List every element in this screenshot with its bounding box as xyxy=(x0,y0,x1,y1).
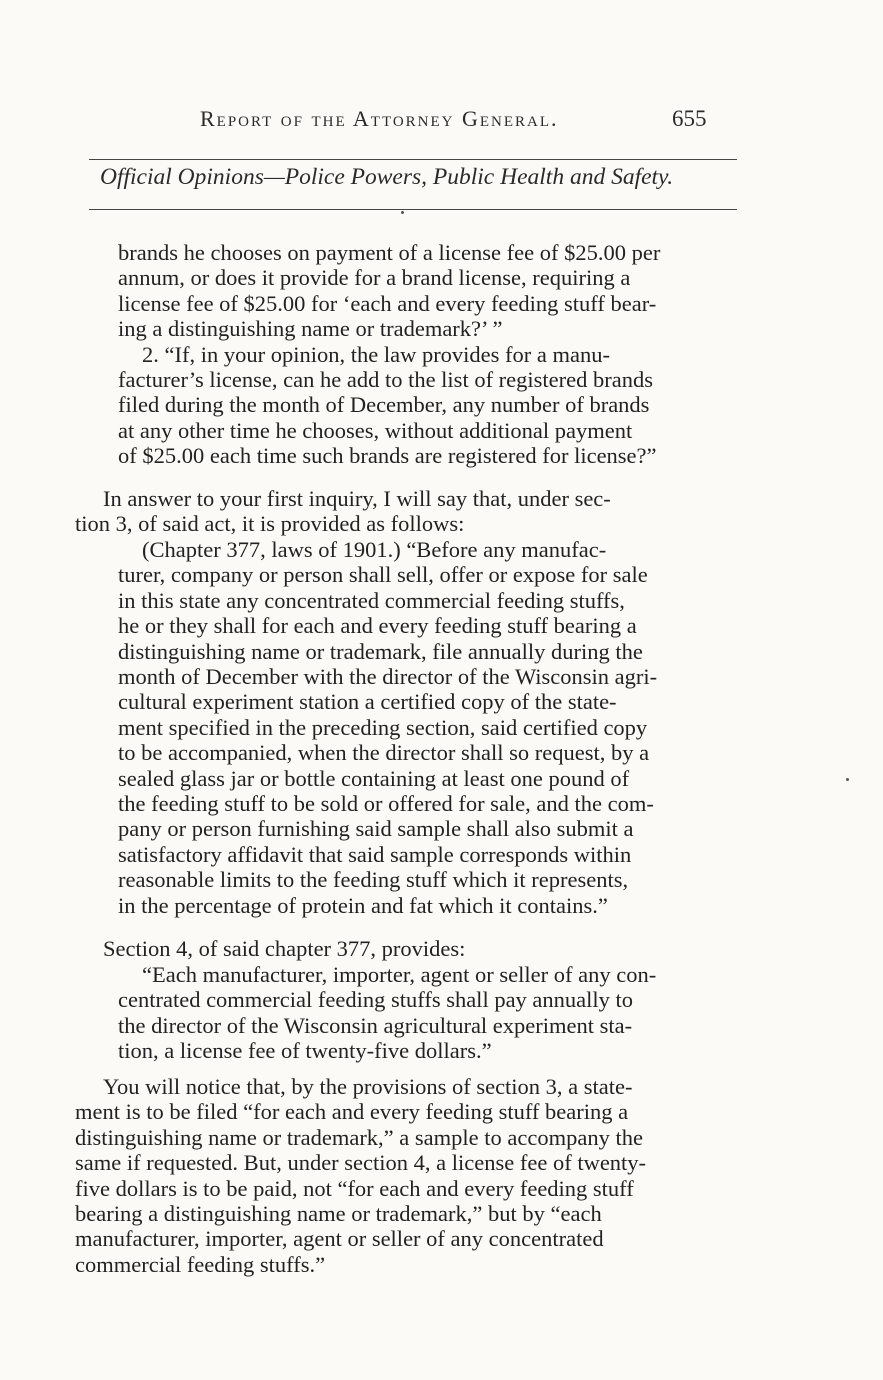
text-line: annum, or does it provide for a brand license, requiring a xyxy=(118,265,631,291)
section-title: Official Opinions—Police Powers, Public Health and Safety. xyxy=(100,164,674,190)
text-line: tion 3, of said act, it is provided as follows: xyxy=(75,511,465,537)
section3-quote xyxy=(118,537,738,918)
text-line: he or they shall for each and every feeding stuff bearing a xyxy=(118,613,637,639)
text-line: the director of the Wisconsin agricultural experiment sta- xyxy=(118,1012,633,1038)
text-line: 2. “If, in your opinion, the law provides for a manu- xyxy=(142,341,611,367)
text-line: centrated commercial feeding stuffs shall pay annually to xyxy=(118,987,634,1013)
text-line: (Chapter 377, laws of 1901.) “Before any manufac- xyxy=(142,537,607,562)
header-rule-top xyxy=(89,159,737,160)
text-line: brands he chooses on payment of a license fee of $25.00 per xyxy=(118,240,661,265)
running-title: Report of the Attorney General. xyxy=(200,106,559,131)
text-line: reasonable limits to the feeding stuff which it represents, xyxy=(118,867,629,893)
text-line: month of December with the director of the Wisconsin agri- xyxy=(118,664,658,690)
text-line: “Each manufacturer, importer, agent or seller of any con- xyxy=(142,962,657,987)
question-continuation xyxy=(118,240,738,469)
text-line: filed during the month of December, any number of brands xyxy=(118,392,650,418)
text-line: distinguishing name or trademark, file annually during the xyxy=(118,638,643,664)
text-line: ing a distinguishing name or trademark?’ ” xyxy=(118,316,503,342)
text-line: the feeding stuff to be sold or offered for sale, and the com- xyxy=(118,791,654,817)
text-line: in this state any concentrated commercial feeding stuffs, xyxy=(118,587,625,613)
text-line: ment specified in the preceding section, said certified copy xyxy=(118,714,648,740)
conclusion-paragraph xyxy=(75,1074,730,1277)
text-line: five dollars is to be paid, not “for each and every feeding stuff xyxy=(75,1175,634,1201)
text-line: in the percentage of protein and fat which it contains.” xyxy=(118,892,608,918)
scan-speck xyxy=(846,778,849,781)
header-rule-bottom xyxy=(89,209,737,210)
text-line: at any other time he chooses, without additional payment xyxy=(118,417,633,443)
page-number: 655 xyxy=(672,106,707,131)
text-line: pany or person furnishing said sample shall also submit a xyxy=(118,816,634,842)
text-line: to be accompanied, when the director shall so request, by a xyxy=(118,740,650,766)
section4-quote xyxy=(118,962,733,1064)
text-line: ment is to be filed “for each and every feeding stuff bearing a xyxy=(75,1099,629,1125)
text-line: You will notice that, by the provisions of section 3, a state- xyxy=(103,1074,633,1099)
text-line: turer, company or person shall sell, offer or expose for sale xyxy=(118,562,648,588)
text-line: of $25.00 each time such brands are registered for license?” xyxy=(118,443,657,469)
text-line: bearing a distinguishing name or trademark,” but by “each xyxy=(75,1201,602,1227)
text-line: distinguishing name or trademark,” a sample to accompany the xyxy=(75,1124,643,1150)
scan-speck xyxy=(401,211,404,214)
text-line: commercial feeding stuffs.” xyxy=(75,1251,326,1277)
text-line: license fee of $25.00 for ‘each and every feeding stuff bear- xyxy=(118,290,657,316)
text-line: satisfactory affidavit that said sample corresponds within xyxy=(118,841,632,867)
answer-intro xyxy=(75,486,735,537)
text-line: same if requested. But, under section 4, a license fee of twenty- xyxy=(75,1150,647,1176)
section4-intro: Section 4, of said chapter 377, provides: xyxy=(103,936,466,961)
running-head xyxy=(0,100,883,140)
text-line: cultural experiment station a certified copy of the state- xyxy=(118,689,617,715)
text-line: In answer to your first inquiry, I will say that, under sec- xyxy=(103,486,611,511)
text-line: sealed glass jar or bottle containing at least one pound of xyxy=(118,765,630,791)
text-line: facturer’s license, can he add to the list of registered brands xyxy=(118,367,654,393)
text-line: manufacturer, importer, agent or seller of any concentrated xyxy=(75,1226,604,1252)
text-line: tion, a license fee of twenty-five dollars.” xyxy=(118,1038,492,1064)
